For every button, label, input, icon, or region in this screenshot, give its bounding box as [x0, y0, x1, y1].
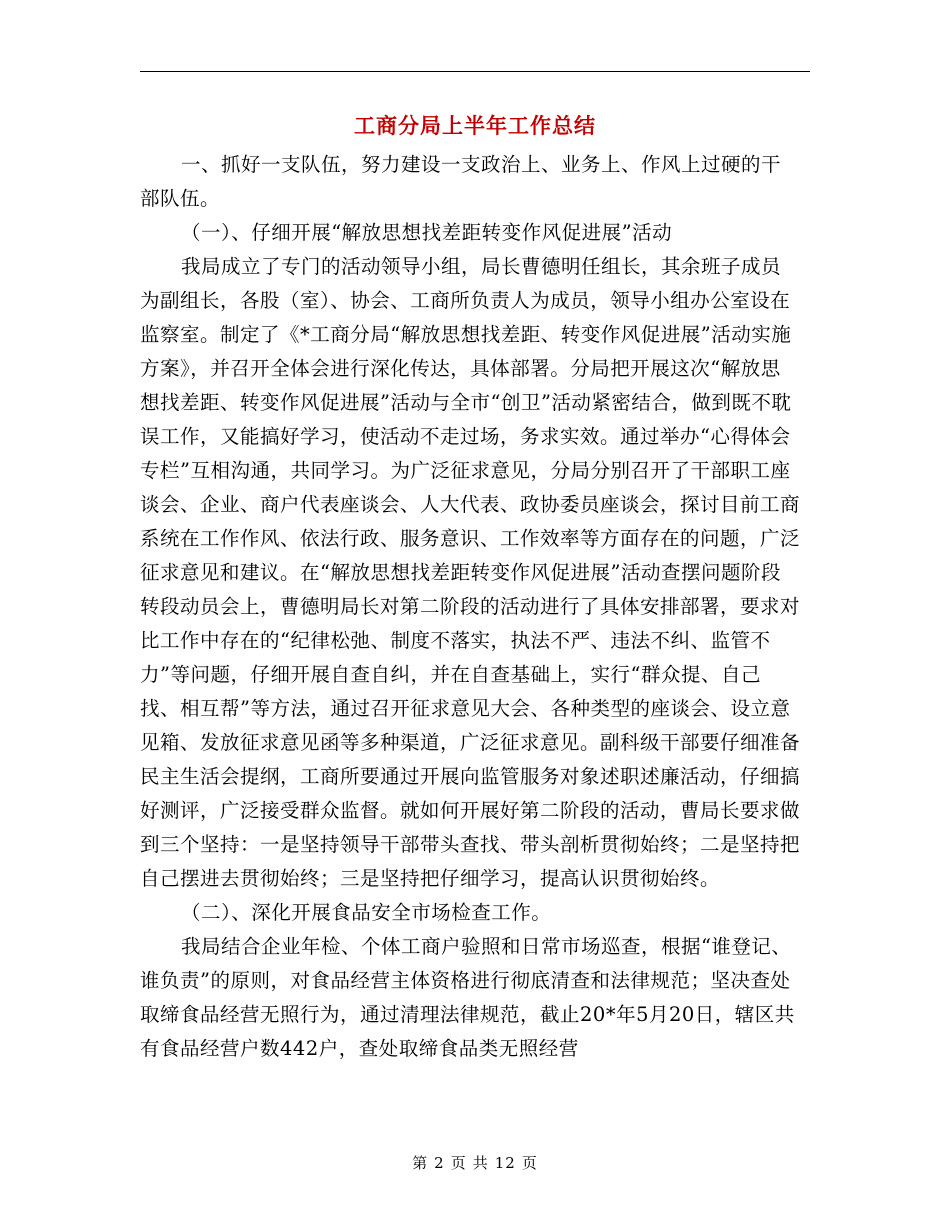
header-rule	[140, 71, 810, 72]
subsection-heading-1: （一）、仔细开展“解放思想找差距转变作风促进展”活动	[180, 221, 673, 244]
footer-total-pages: 12	[494, 1154, 516, 1172]
footer-current-page: 2	[434, 1154, 445, 1172]
footer-suffix: 页	[521, 1154, 538, 1172]
footer-prefix: 第	[412, 1154, 429, 1172]
footer-page-word: 页	[450, 1154, 467, 1172]
footer-total-word: 共	[472, 1154, 489, 1172]
page-footer	[0, 1152, 950, 1173]
body-paragraph-2: 我局结合企业年检、个体工商户验照和日常市场巡查，根据“谁登记、谁负责”的原则，对食品经营主体资格进行彻底清查和法律规范；坚决查处取缔食品经营无照行为，通过清理法律规范，截止20*年5月20日，辖区共有食品经营户数442户，查处取缔食品类无照经营	[140, 935, 795, 1060]
document-title: 工商分局上半年工作总结	[354, 113, 596, 138]
body-paragraph-1: 我局成立了专门的活动领导小组，局长曹德明任组长，其余班子成员为副组长，各股（室）、协会、工商所负责人为成员，领导小组办公室设在监察室。制定了《*工商分局“解放思想找差距、转变作风促进展”活动实施方案》，并召开全体会进行深化传达，具体部署。分局把开展这次“解放思想找差距、转变作风促进展”活动与全市“创卫”活动紧密结合，做到既不耽误工作，又能搞好学习，使活动不走过场，务求实效。通过举办“心得体会专栏”互相沟通，共同学习。为广泛征求意见，分局分别召开了干部职工座谈会、企业、商户代表座谈会、人大代表、政协委员座谈会，探讨目前工商系统在工作作风、依法行政、服务意识、工作效率等方面存在的问题，广泛征求意见和建议。在“解放思想找差距转变作风促进展”活动查摆问题阶段转段动员会上，曹德明局长对第二阶段的活动进行了具体安排部署，要求对比工作中存在的“纪律松弛、制度不落实，执法不严、违法不纠、监管不力”等问题，仔细开展自查自纠，并在自查基础上，实行“群众提、自己找、相互帮”等方法，通过召开征求意见大会、各种类型的座谈会、设立意见箱、发放征求意见函等多种渠道，广泛征求意见。副科级干部要仔细准备民主生活会提纲，工商所要通过开展向监管服务对象述职述廉活动，仔细搞好测评，广泛接受群众监督。就如何开展好第二阶段的活动，曹局长要求做到三个坚持：一是坚持领导干部带头查找、带头剖析贯彻始终；二是坚持把自己摆进去贯彻始终；三是坚持把仔细学习，提高认识贯彻始终。	[140, 255, 801, 890]
document-body	[140, 148, 800, 1066]
subsection-heading-2: （二）、深化开展食品安全市场检查工作。	[180, 901, 552, 924]
section-heading-1: 一、抓好一支队伍，努力建设一支政治上、业务上、作风上过硬的干部队伍。	[140, 153, 781, 210]
